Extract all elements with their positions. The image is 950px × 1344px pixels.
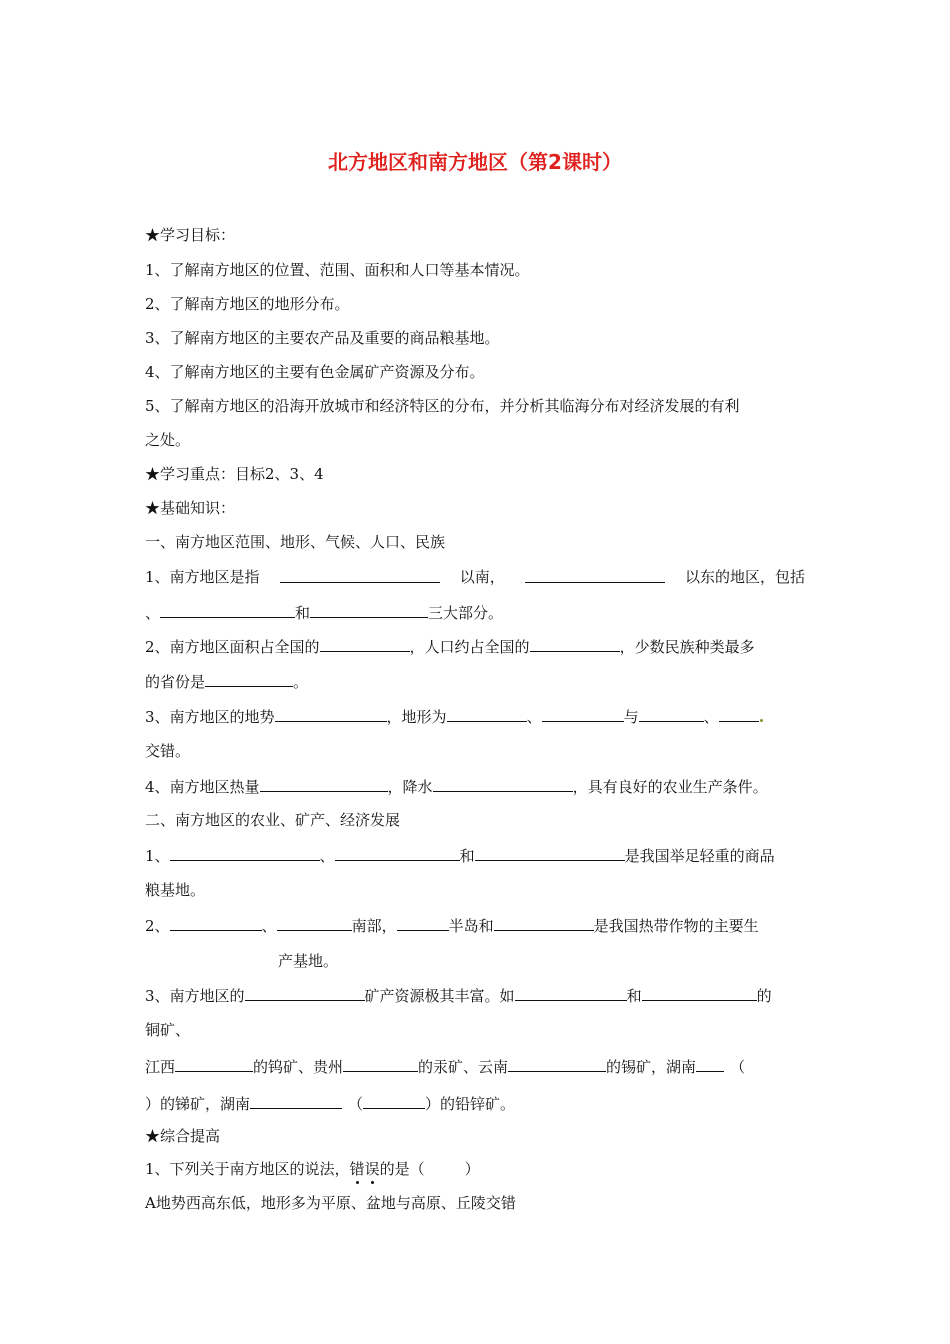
goal-2: 2、了解南方地区的地形分布。 [145,295,350,313]
question-7-line-2: 铜矿、 [145,1021,191,1039]
study-focus: ★学习重点：目标2、3、4 [145,465,324,483]
emphasis-char: 错 [349,1160,365,1178]
goal-3: 3、了解南方地区的主要农产品及重要的商品粮基地。 [145,329,500,347]
goal-1: 1、了解南方地区的位置、范围、面积和人口等基本情况。 [145,261,530,279]
answer-blank[interactable] [642,984,757,1001]
answer-blank[interactable] [719,705,759,722]
question-3-line-2: 交错。 [145,742,191,760]
question-6-line-2: 产基地。 [278,952,339,970]
section-1-heading: 一、南方地区范围、地形、气候、人口、民族 [145,533,446,551]
answer-blank[interactable] [525,566,665,583]
answer-blank[interactable] [175,1055,253,1072]
goals-heading: ★学习目标： [145,226,236,244]
answer-blank[interactable] [170,844,320,861]
answer-blank[interactable] [277,914,352,931]
answer-blank[interactable] [275,705,387,722]
answer-blank[interactable] [245,984,365,1001]
question-3-line-1: 3、南方地区的地势 ，地形为 、 与 、 [145,705,763,728]
answer-blank[interactable] [494,914,594,931]
goal-5: 5、了解南方地区的沿海开放城市和经济特区的分布，并分析其临海分布对经济发展的有利 [145,397,740,415]
answer-blank[interactable] [639,705,704,722]
question-5-line-2: 粮基地。 [145,881,206,899]
question-2-line-1: 2、南方地区面积占全国的 ，人口约占全国的 ，少数民族种类最多 [145,635,755,658]
answer-blank[interactable] [250,1092,342,1109]
answer-blank[interactable] [696,1055,724,1072]
mark-dot [760,719,763,722]
section-2-heading: 二、南方地区的农业、矿产、经济发展 [145,811,401,829]
goal-4: 4、了解南方地区的主要有色金属矿产资源及分布。 [145,363,485,381]
answer-blank[interactable] [160,601,295,618]
basic-heading: ★基础知识： [145,499,236,517]
question-1-line-2: 、 和 三大部分。 [145,601,503,624]
question-7-line-1: 3、南方地区的 矿产资源极其丰富。如 和 的 [145,984,772,1007]
answer-blank[interactable] [447,705,527,722]
multiple-choice-1: 1、下列关于南方地区的说法，错误的是（ ） [145,1160,480,1178]
answer-blank[interactable] [475,844,625,861]
emphasis-char: 误 [364,1160,380,1178]
answer-blank[interactable] [542,705,624,722]
answer-blank[interactable] [343,1055,418,1072]
page-title: 北方地区和南方地区（第2课时） [328,150,622,174]
answer-blank[interactable] [397,914,449,931]
answer-blank[interactable] [320,635,410,652]
improve-heading: ★综合提高 [145,1127,221,1145]
question-9: ）的锑矿，湖南 （ ）的铅锌矿。 [145,1092,515,1115]
question-6-line-1: 2、 、 南部， 半岛和 是我国热带作物的主要生 [145,914,759,937]
answer-blank[interactable] [363,1092,425,1109]
answer-blank[interactable] [205,670,293,687]
answer-blank[interactable] [530,635,620,652]
question-2-line-2: 的省份是 。 [145,670,308,693]
answer-blank[interactable] [433,775,573,792]
question-4: 4、南方地区热量 ，降水 ，具有良好的农业生产条件。 [145,775,768,798]
answer-blank[interactable] [508,1055,606,1072]
question-8: 江西 的钨矿、贵州 的汞矿、云南 的锡矿，湖南 （ [145,1055,745,1078]
answer-blank[interactable] [335,844,460,861]
option-a: A地势西高东低，地形多为平原、盆地与高原、丘陵交错 [145,1194,516,1212]
answer-blank[interactable] [280,566,440,583]
answer-blank[interactable] [260,775,388,792]
answer-blank[interactable] [310,601,428,618]
question-5-line-1: 1、 、 和 是我国举足轻重的商品 [145,844,775,867]
answer-blank[interactable] [170,914,262,931]
goal-5-cont: 之处。 [145,431,191,449]
answer-blank[interactable] [515,984,627,1001]
question-1-line-1: 1、南方地区是指 以南， 以东的地区，包括 [145,568,805,586]
